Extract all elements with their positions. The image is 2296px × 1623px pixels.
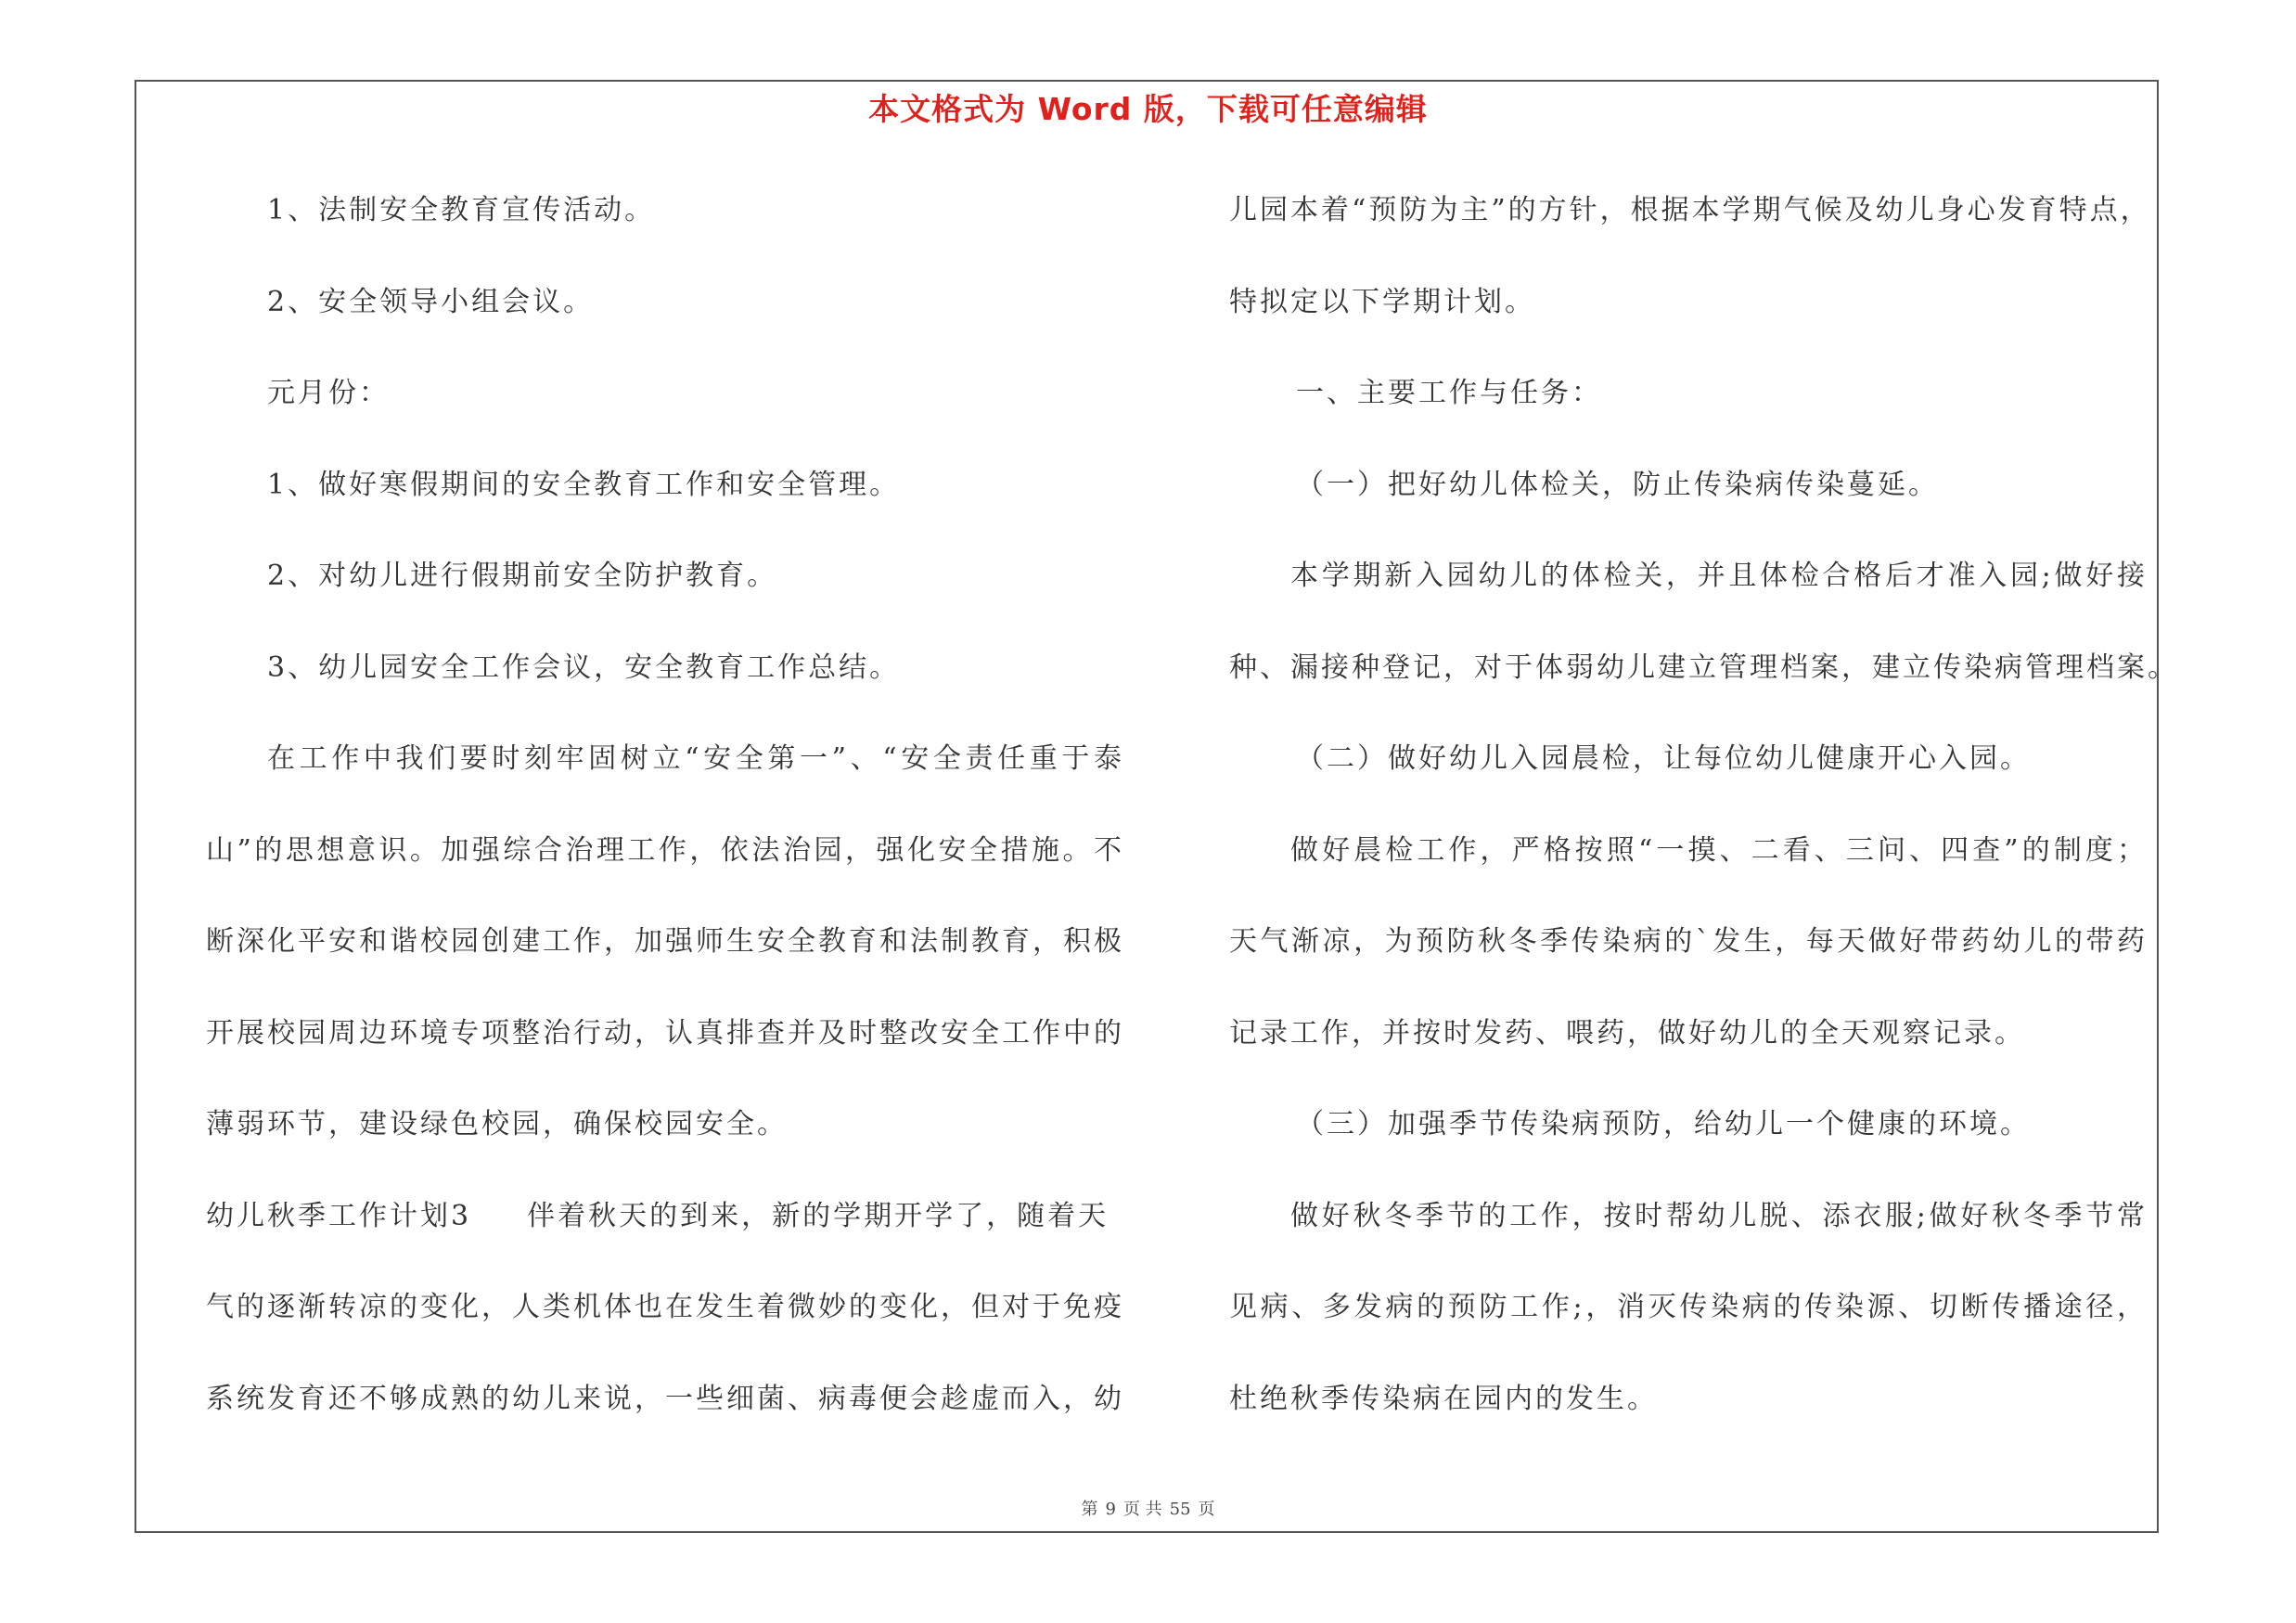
text-line: 3、幼儿园安全工作会议，安全教育工作总结。 — [267, 650, 901, 684]
footer-total-pages: 55 — [1169, 1500, 1191, 1519]
page-number-footer — [0, 1496, 2296, 1520]
footer-prefix: 第 — [1081, 1500, 1098, 1519]
right-column — [1229, 178, 2178, 1458]
footer-current-page: 9 — [1105, 1500, 1116, 1519]
text-line — [206, 1184, 1134, 1276]
section-body-start: 伴着秋天的到来，新的学期开学了，随着天 — [527, 1199, 1110, 1232]
text-line: 1、做好寒假期间的安全教育工作和安全管理。 — [267, 468, 901, 501]
text-line: 系统发育还不够成熟的幼儿来说，一些细菌、病毒便会趁虚而入，幼 — [206, 1382, 1124, 1415]
text-line: 做好秋冬季节的工作，按时帮幼儿脱、添衣服;做好秋冬季节常 — [1290, 1199, 2148, 1232]
text-line: 做好晨检工作，严格按照“一摸、二看、三问、四查”的制度； — [1290, 833, 2148, 867]
format-banner: 本文格式为 Word 版，下载可任意编辑 — [868, 91, 1428, 127]
text-line: 记录工作，并按时发药、喂药，做好幼儿的全天观察记录。 — [1229, 1016, 2025, 1050]
text-line: （三）加强季节传染病预防，给幼儿一个健康的环境。 — [1296, 1108, 2031, 1140]
text-line: 山”的思想意识。加强综合治理工作，依法治园，强化安全措施。不 — [206, 833, 1124, 867]
text-line: 特拟定以下学期计划。 — [1229, 285, 1535, 318]
left-column — [206, 178, 1134, 1458]
text-line: 种、漏接种登记，对于体弱幼儿建立管理档案，建立传染病管理档案。 — [1229, 650, 2178, 684]
text-line: 一、主要工作与任务： — [1296, 377, 1602, 409]
text-line: （一）把好幼儿体检关，防止传染病传染蔓延。 — [1296, 468, 1939, 501]
footer-middle: 页 共 — [1122, 1500, 1162, 1519]
text-line: （二）做好幼儿入园晨检，让每位幼儿健康开心入园。 — [1296, 742, 2031, 775]
text-line: 气的逐渐转凉的变化，人类机体也在发生着微妙的变化，但对于免疫 — [206, 1291, 1124, 1323]
text-line: 1、法制安全教育宣传活动。 — [267, 194, 656, 226]
section-title: 幼儿秋季工作计划3 — [206, 1199, 472, 1232]
text-line: 断深化平安和谐校园创建工作，加强师生安全教育和法制教育，积极 — [206, 925, 1124, 958]
text-line: 薄弱环节，建设绿色校园，确保校园安全。 — [206, 1108, 788, 1140]
text-line: 天气渐凉，为预防秋冬季传染病的`发生，每天做好带药幼儿的带药 — [1229, 925, 2148, 958]
text-line: 2、安全领导小组会议。 — [267, 285, 595, 318]
text-line: 2、对幼儿进行假期前安全防护教育。 — [267, 560, 778, 592]
text-line: 儿园本着“预防为主”的方针，根据本学期气候及幼儿身心发育特点， — [1229, 194, 2151, 226]
text-line: 在工作中我们要时刻牢固树立“安全第一”、“安全责任重于泰 — [267, 742, 1124, 775]
text-line: 本学期新入园幼儿的体检关，并且体检合格后才准入园;做好接 — [1290, 560, 2148, 592]
text-line: 开展校园周边环境专项整治行动，认真排查并及时整改安全工作中的 — [206, 1016, 1124, 1050]
footer-suffix: 页 — [1198, 1500, 1215, 1519]
text-line: 见病、多发病的预防工作;，消灭传染病的传染源、切断传播途径， — [1229, 1291, 2148, 1323]
text-line: 杜绝秋季传染病在园内的发生。 — [1229, 1382, 1658, 1415]
text-line: 元月份： — [267, 377, 390, 409]
